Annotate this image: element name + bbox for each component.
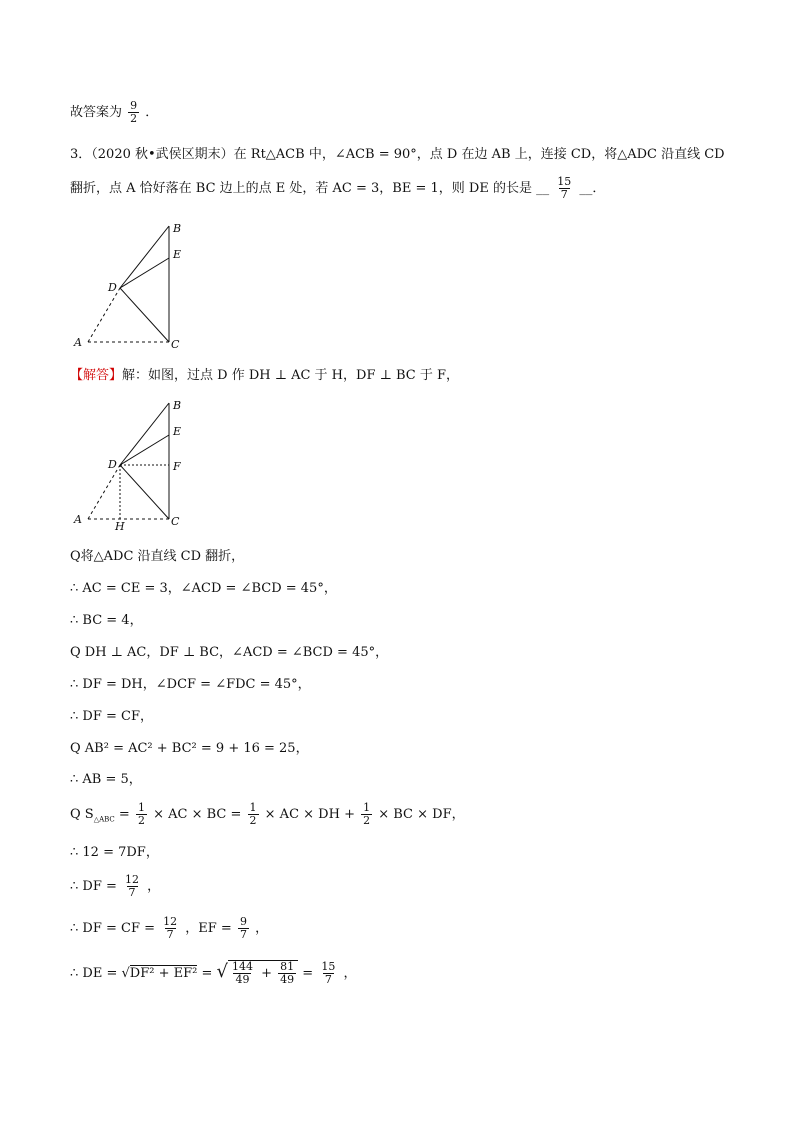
step-5: ∴ DF = DH，∠DCF = ∠FDC = 45°， (70, 677, 311, 692)
fraction: $\frac{9}{7}$ (239, 915, 247, 942)
fraction: $\frac{12}{7}$ (125, 873, 140, 900)
label-E: E (173, 425, 182, 438)
label-F: F (173, 460, 181, 473)
label-C: C (171, 338, 180, 351)
step-3: ∴ BC = 4， (70, 613, 143, 628)
answer-fraction: $\frac{15}{7}$ (557, 175, 572, 202)
fraction: $\frac{15}{7}$ (321, 960, 336, 987)
problem-line-2: 翻折，点 A 恰好落在 BC 边上的点 E 处，若 AC = 3，BE = 1，则 DE 的长是 __ $\frac{15}{7}$ __． (70, 175, 606, 202)
solution-header: 【解答】解：如图，过点 D 作 DH ⊥ AC 于 H，DF ⊥ BC 于 F， (70, 368, 459, 383)
label-A: A (74, 336, 82, 349)
step-9: Q $S_{\triangle ABC}$ = $\frac{1}{2}$ × AC × BC = $\frac{1}{2}$ × AC × DH + $\frac{1}{2}$ × BC × DF， (70, 801, 465, 828)
label-H: H (115, 520, 125, 533)
label-D: D (108, 281, 117, 294)
step-10: ∴ 12 = 7DF， (70, 845, 159, 860)
figure-2-diagram (68, 395, 198, 533)
fraction: $\frac{1}{2}$ (363, 801, 371, 828)
prev-answer-line: 故答案为 $\frac{9}{2}$ ． (70, 99, 159, 126)
step-12: ∴ DF = CF = $\frac{12}{7}$ ，EF = $\frac{9}{7}$ ， (70, 915, 269, 942)
label-B: B (173, 399, 182, 412)
label-A: A (74, 513, 82, 526)
label-E: E (173, 248, 182, 261)
step-4: Q DH ⊥ AC，DF ⊥ BC，∠ACD = ∠BCD = 45°， (70, 645, 389, 660)
sqrt-sign-icon: √ (216, 961, 228, 983)
figure-1-diagram (68, 218, 198, 353)
step-1: Q将△ADC 沿直线 CD 翻折， (70, 549, 245, 564)
solution-tag: 【解答】 (70, 368, 123, 383)
step-7: Q AB² = AC² + BC² = 9 + 16 = 25， (70, 741, 309, 756)
step-2: ∴ AC = CE = 3，∠ACD = ∠BCD = 45°， (70, 581, 337, 596)
step-13: ∴ DE = √DF² + EF² = √ $\frac{144}{49}$ + $\frac{81}{49}$ = $\frac{15}{7}$ ， (70, 960, 357, 987)
fraction: $\frac{1}{2}$ (249, 801, 257, 828)
label-B: B (173, 222, 182, 235)
step-6: ∴ DF = CF， (70, 709, 153, 724)
step-11: ∴ DF = $\frac{12}{7}$ ， (70, 873, 161, 900)
sqrt-sign-icon: √ (121, 966, 130, 982)
fraction: $\frac{144}{49}$ (231, 960, 253, 987)
fraction: $\frac{81}{49}$ (280, 960, 295, 987)
problem-line-1: 3．（2020 秋•武侯区期末）在 Rt△ACB 中，∠ACB = 90°，点 D 在边 AB 上，连接 CD，将△ADC 沿直线 CD (70, 147, 725, 162)
label-D: D (108, 458, 117, 471)
step-8: ∴ AB = 5， (70, 772, 142, 787)
fraction: $\frac{9}{2}$ (130, 99, 138, 126)
fraction: $\frac{1}{2}$ (137, 801, 145, 828)
fraction: $\frac{12}{7}$ (163, 915, 178, 942)
label-C: C (171, 515, 180, 528)
